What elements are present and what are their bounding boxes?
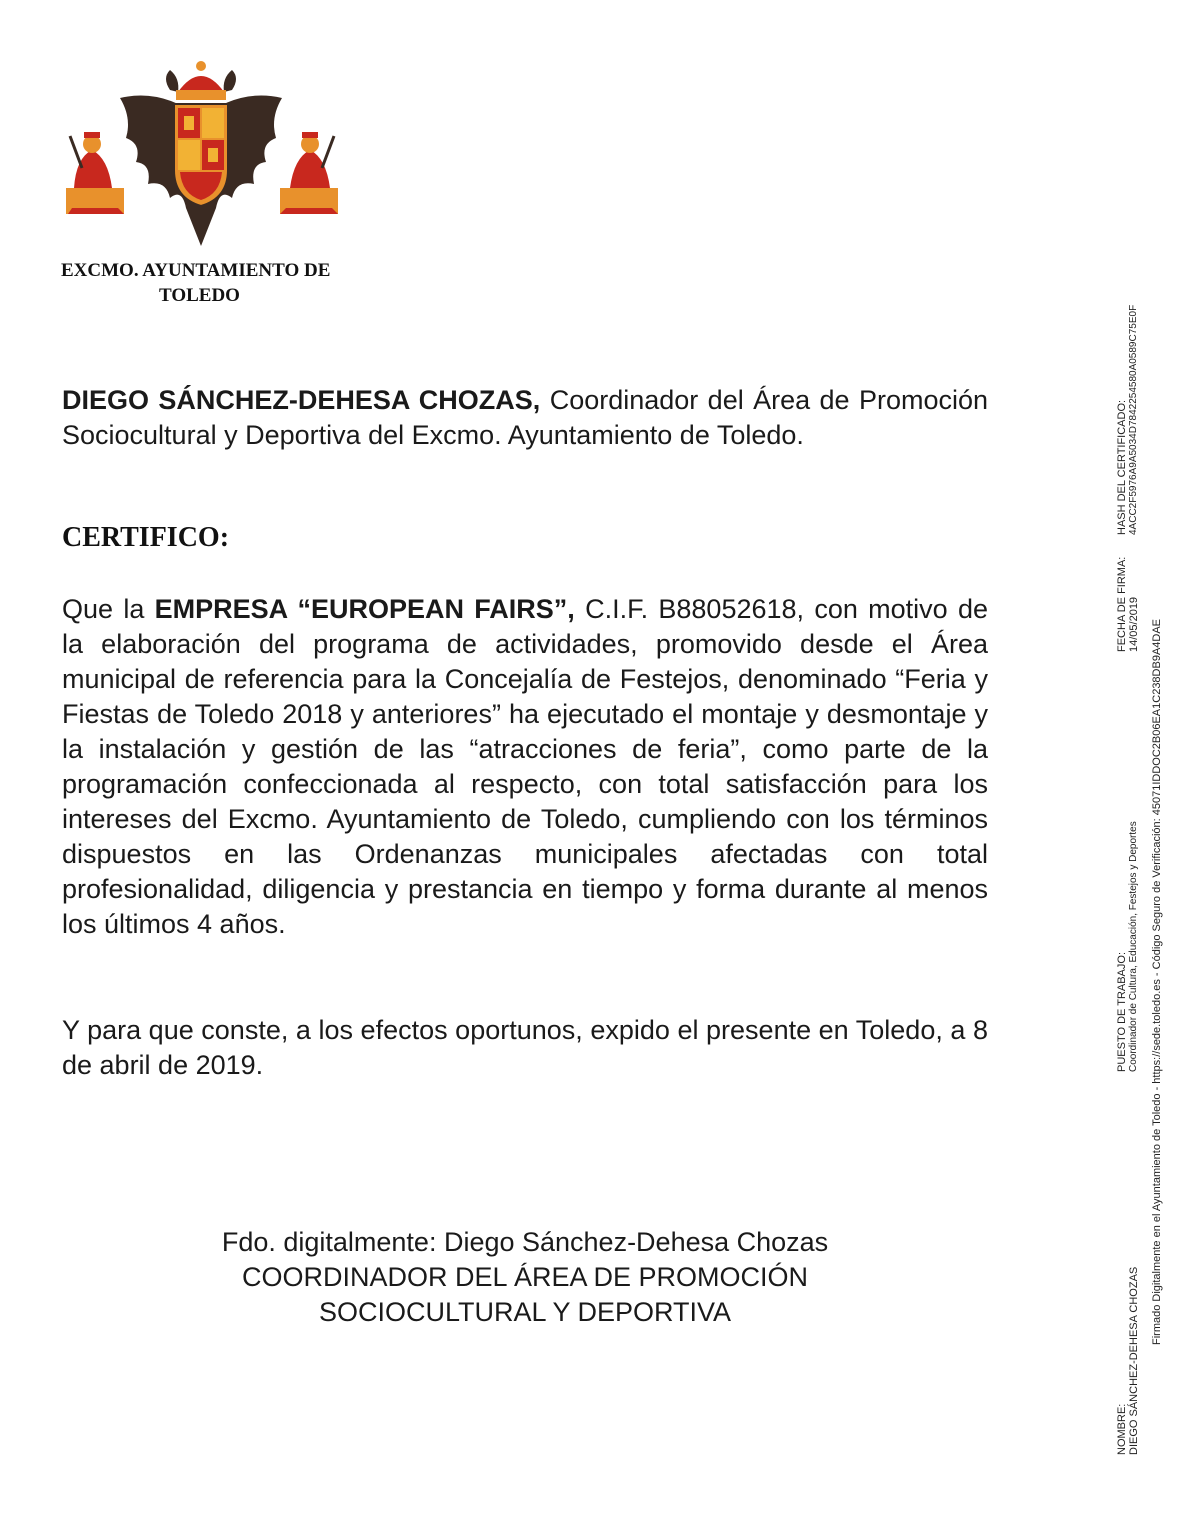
stamp-puesto-label: PUESTO DE TRABAJO: [1116, 951, 1128, 1072]
stamp-hash-value: 4ACC2F5976A9A5034D7842254580A0589C75E0F [1128, 304, 1139, 535]
stamp-nombre-label: NOMBRE: [1116, 1403, 1128, 1455]
intro-text: Coordinador del Área de Promoción Sociocultural y Deportiva del Excmo. Ayuntamiento de Toledo. [62, 385, 989, 450]
stamp-verification-footer: Firmado Digitalmente en el Ayuntamiento de Toledo - https://sede.toledo.es - Código Seguro de Verificación: 45071IDDOC2B06EA1C238DB9A4DAE [1151, 618, 1163, 1345]
stamp-fecha-label: FECHA DE FIRMA: [1116, 556, 1128, 652]
left-supporter-figure [66, 132, 124, 214]
institution-line-1: EXCMO. AYUNTAMIENTO DE [61, 260, 331, 281]
stamp-nombre-value: DIEGO SÁNCHEZ-DEHESA CHOZAS [1128, 1266, 1140, 1455]
right-supporter-figure [280, 132, 338, 214]
signature-line-2: COORDINADOR DEL ÁREA DE PROMOCIÓN [241, 1262, 809, 1292]
institution-name [58, 258, 378, 308]
intro-paragraph [62, 383, 988, 453]
certifico-heading: CERTIFICO: [62, 522, 230, 553]
signature-line-1: Fdo. digitalmente: Diego Sánchez-Dehesa Chozas [221, 1227, 829, 1257]
stamp-puesto [1116, 821, 1140, 1072]
closing-paragraph: Y para que conste, a los efectos oportunos, expido el presente en Toledo, a 8 de abril de 2019. [62, 1015, 988, 1080]
signature-line-3: SOCIOCULTURAL Y DEPORTIVA [318, 1297, 732, 1327]
certification-paragraph [62, 592, 988, 942]
certification-lead: Que la [62, 594, 155, 624]
toledo-coat-of-arms-icon [62, 58, 340, 253]
institution-line-2: TOLEDO [159, 285, 240, 306]
shield [174, 104, 228, 206]
stamp-nombre [1116, 1267, 1140, 1455]
stamp-fecha-value: 14/05/2019 [1128, 596, 1140, 652]
stamp-fecha [1116, 557, 1140, 652]
certification-text: C.I.F. B88052618, con motivo de la elaboración del programa de actividades, promovido desde el Área municipal de referencia para la Concejalía de Festejos, denominado “Feria y Fiestas de Toledo 2018 y anteriores” ha ejecutado el montaje y desmontaje y la instalación y gestión de las “atracciones de feria”, como parte de la programación confeccionada al respecto, con total satisfacción para los intereses del Excmo. Ayuntamiento de Toledo, cumpliendo con los términos dispuestos en las Ordenanzas municipales afectadas con total profesionalidad, diligencia y prestancia en tiempo y forma durante al menos los últimos 4 años. [62, 594, 988, 939]
stamp-puesto-value: Coordinador de Cultura, Educación, Festejos y Deportes [1128, 821, 1139, 1072]
signatory-name: DIEGO SÁNCHEZ-DEHESA CHOZAS, [62, 385, 541, 415]
signature-block [62, 1225, 988, 1330]
stamp-hash-label: HASH DEL CERTIFICADO: [1116, 399, 1128, 535]
company-name: EMPRESA “EUROPEAN FAIRS”, [154, 594, 575, 624]
crown [176, 61, 226, 100]
stamp-hash [1116, 305, 1140, 535]
